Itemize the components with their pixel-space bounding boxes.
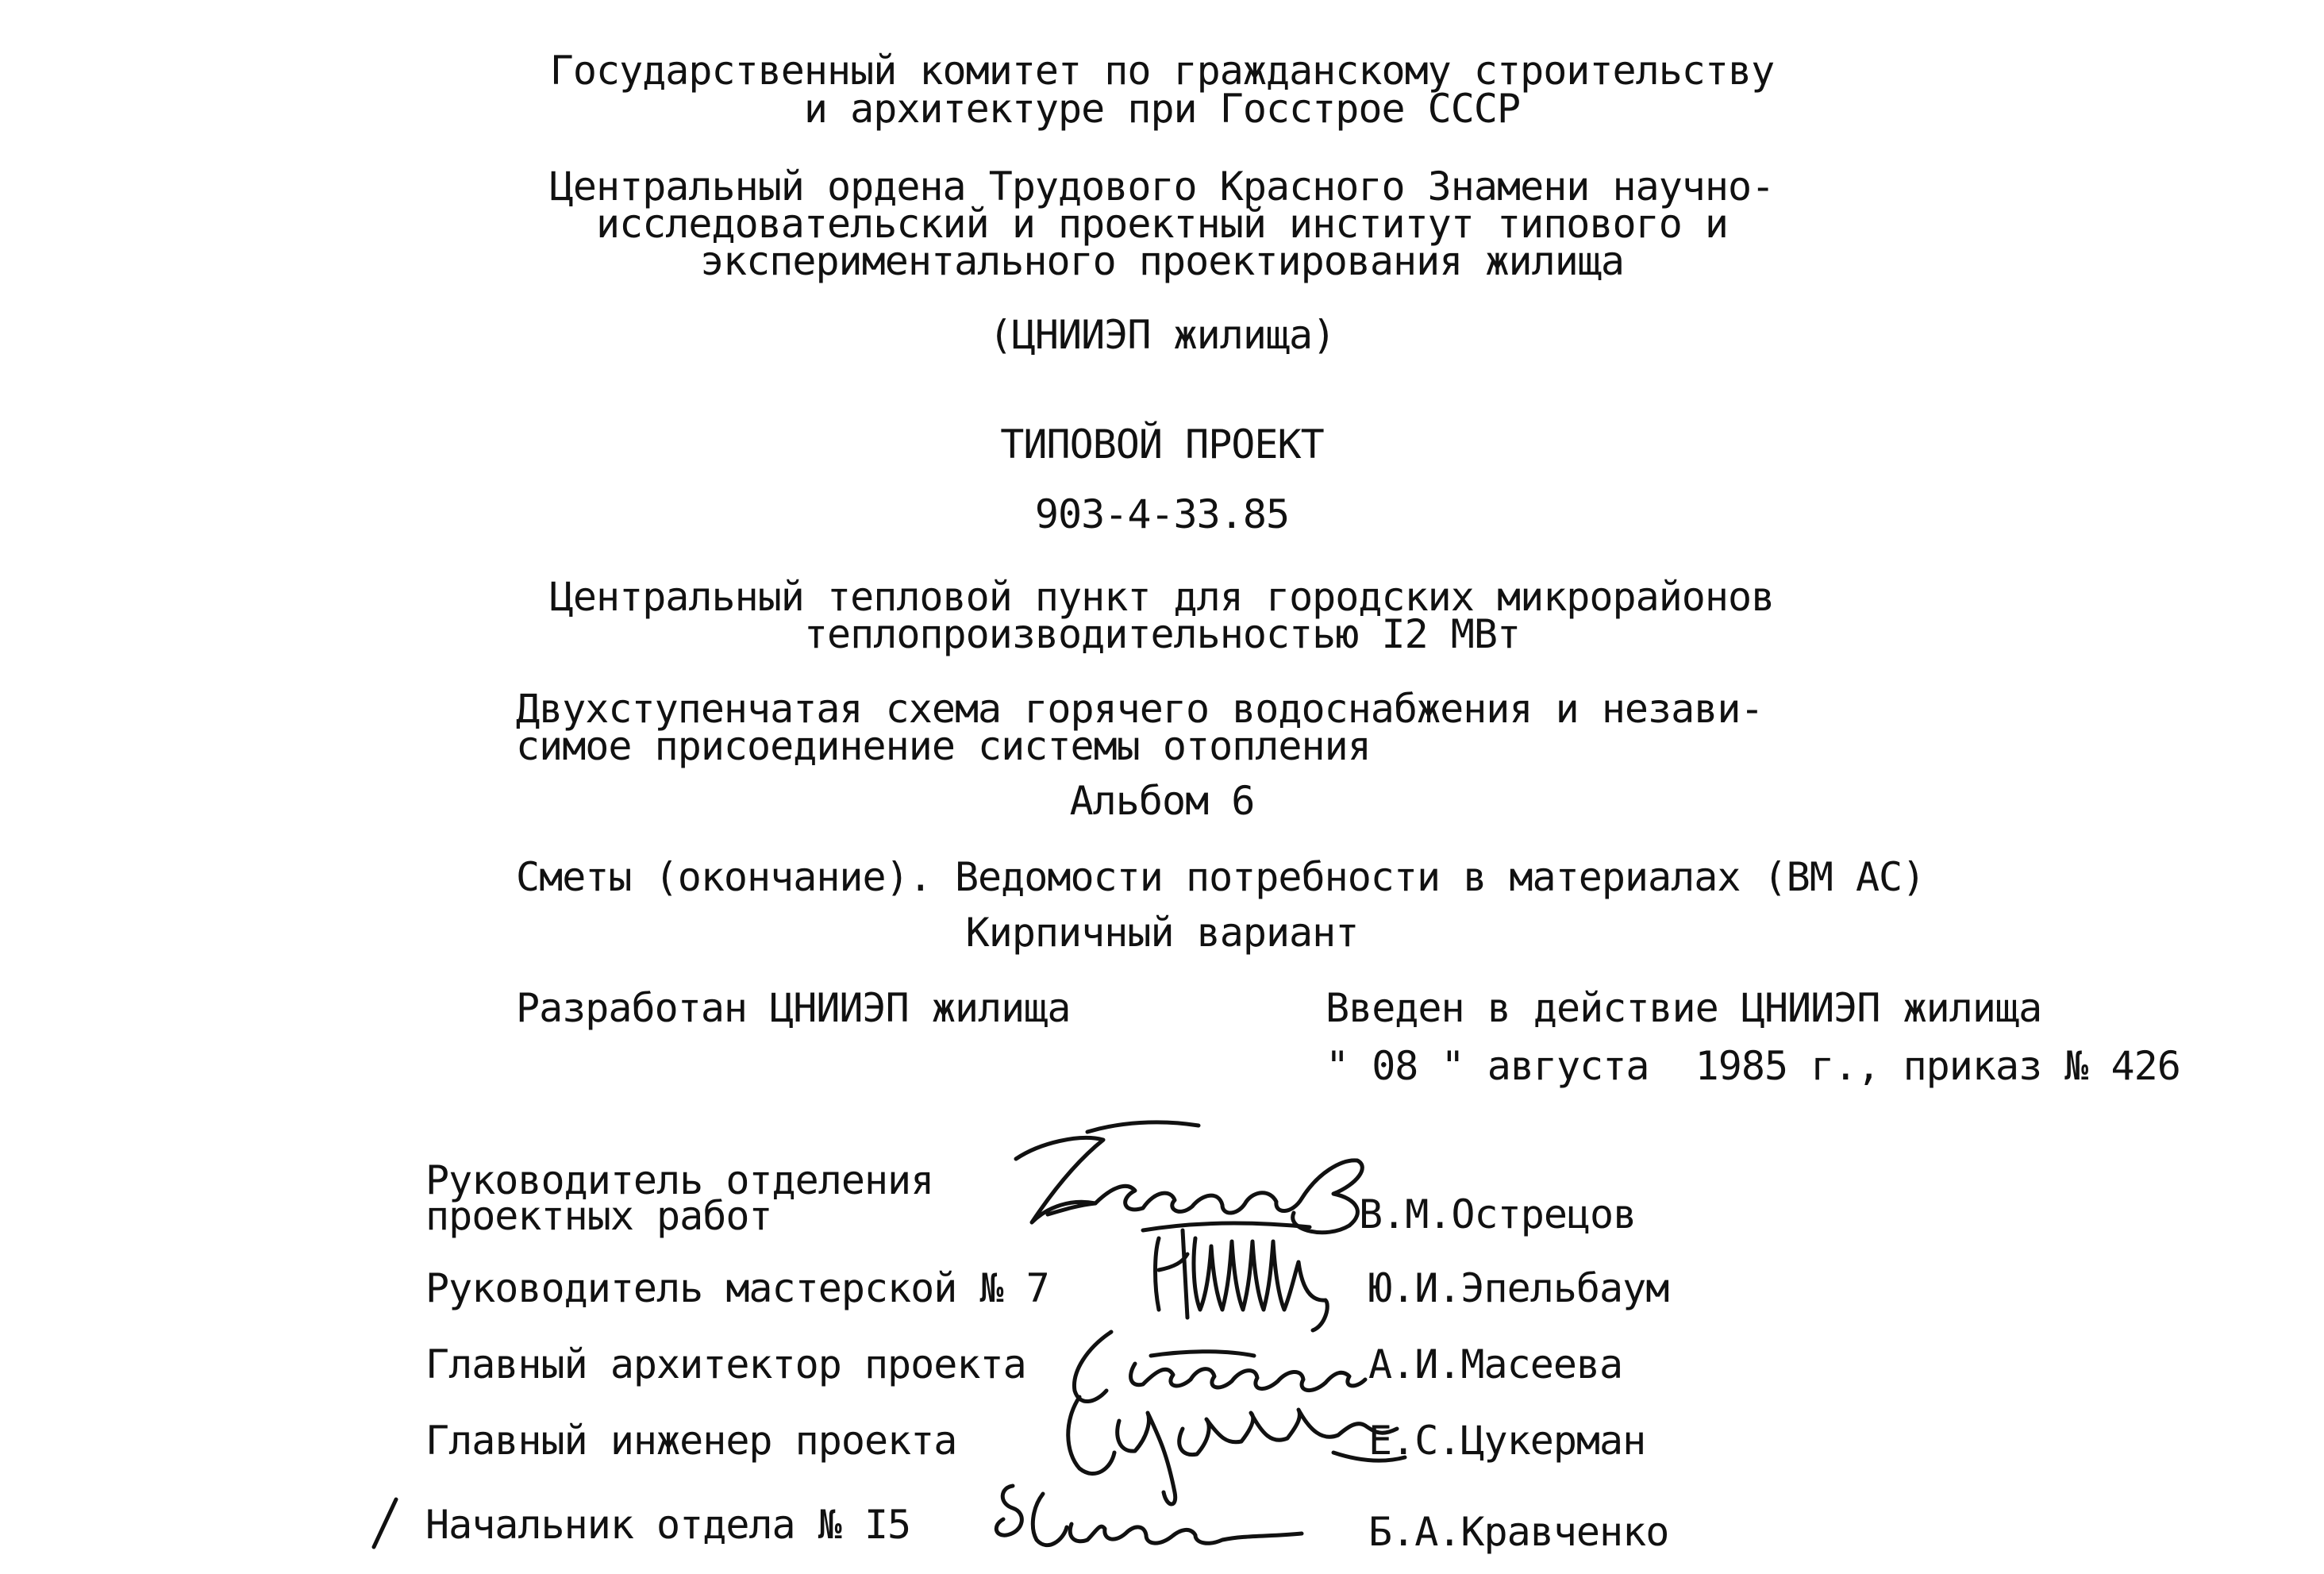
album-number: Альбом 6 <box>1069 778 1255 824</box>
album-contents: Сметы (окончание). Ведомости потребности в материалах (ВМ АС) <box>516 854 1926 900</box>
project-variant: Кирпичный вариант <box>965 910 1359 956</box>
signatory-1-role-line-2: проектных работ <box>425 1193 772 1239</box>
signatory-4-role: Главный инженер проекта <box>425 1418 957 1464</box>
committee-line-2: и архитектуре при Госстрое СССР <box>803 86 1521 132</box>
signatory-1-role-line-1: Руководитель отделения <box>425 1157 934 1203</box>
signatory-2-role: Руководитель мастерской № 7 <box>425 1265 1049 1311</box>
project-title-line-2: теплопроизводительностью I2 МВт <box>803 611 1521 657</box>
signature-5 <box>984 1476 1318 1564</box>
signatory-5-name: Б.А.Кравченко <box>1368 1509 1669 1555</box>
put-into-effect: Введен в действие ЦНИИЭП жилища <box>1326 985 2042 1031</box>
institute-abbreviation: (ЦНИИЭП жилища) <box>988 312 1336 358</box>
signatory-1-name: В.М.Острецов <box>1359 1191 1637 1237</box>
signatory-3-name: А.И.Масеева <box>1368 1341 1623 1387</box>
institute-line-2: исследовательский и проектный институт типового и <box>595 201 1729 247</box>
signatory-2-name: Ю.И.Эпельбаум <box>1368 1265 1669 1311</box>
committee-line-1: Государственный комитет по гражданскому строительству <box>549 48 1775 94</box>
institute-line-3: экспериментального проектирования жилища <box>699 238 1625 284</box>
signatory-5-role: Начальник отдела № I5 <box>425 1502 911 1548</box>
effective-date-order: " 08 " августа 1985 г., приказ № 426 <box>1326 1043 2180 1089</box>
signatory-4-name: Е.С.Цукерман <box>1368 1418 1646 1464</box>
institute-line-1: Центральный ордена Трудового Красного Знамени научно- <box>549 164 1775 210</box>
project-type-label: ТИПОВОЙ ПРОЕКТ <box>1000 421 1324 468</box>
developed-by: Разработан ЦНИИЭП жилища <box>516 985 1071 1031</box>
project-title-line-1: Центральный тепловой пункт для городских микрорайонов <box>549 574 1775 620</box>
scheme-line-1: Двухступенчатая схема горячего водоснабжения и незави- <box>516 686 1764 732</box>
scheme-line-2: симое присоединение системы отопления <box>516 723 1371 769</box>
signatory-3-role: Главный архитектор проекта <box>425 1341 1026 1387</box>
margin-tick-mark <box>369 1496 401 1552</box>
project-number: 903-4-33.85 <box>1034 491 1290 537</box>
signature-2 <box>1143 1206 1381 1333</box>
